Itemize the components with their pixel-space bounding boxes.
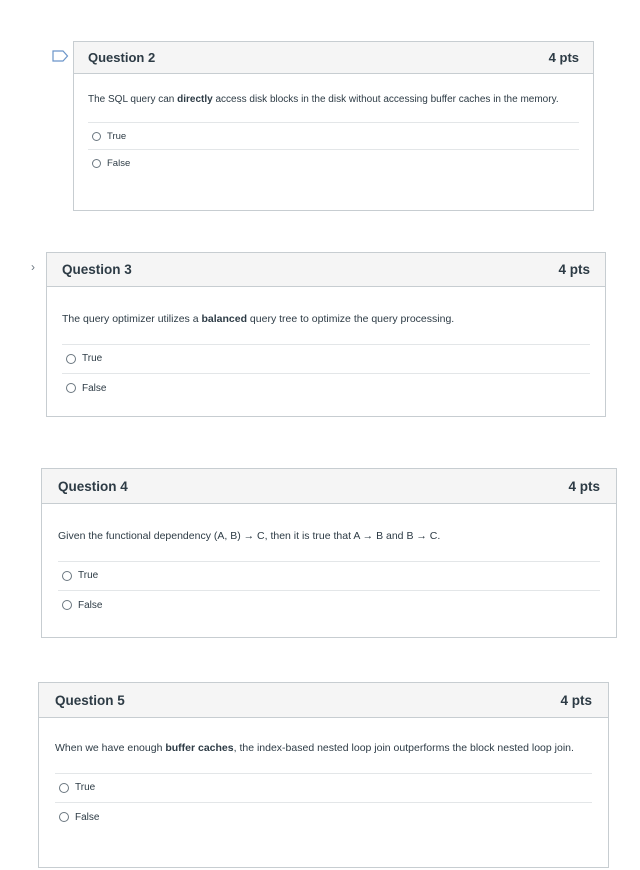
question-header [42,469,616,504]
question-body [74,74,593,177]
answer-list [58,561,600,620]
radio-unchecked-icon[interactable] [66,354,76,364]
answer-list [55,773,592,832]
answer-label[interactable]: True [82,353,103,365]
question-card [46,252,606,417]
question-card [38,682,609,868]
answer-list [88,122,579,177]
question-text-part: , the index-based nested loop join outperforms the block nested loop join. [233,742,574,754]
question-text [55,740,592,757]
question-text-part: When we have enough [55,742,166,754]
answer-option-true[interactable] [58,562,600,591]
answer-option-false[interactable] [62,374,590,403]
answer-option-false[interactable] [58,591,600,620]
question-points: 4 pts [568,478,600,494]
question-title: Question 4 [58,478,128,494]
question-text-part: Given the functional dependency (A, B) → C, then it is true that A → B and B → C. [58,530,441,542]
question-card [41,468,617,638]
radio-unchecked-icon[interactable] [62,600,72,610]
question-text-emphasis: directly [177,94,213,105]
question-text-part: The query optimizer utilizes a [62,313,202,325]
question-text-part: access disk blocks in the disk without accessing buffer caches in the memory. [212,94,559,105]
answer-option-false[interactable] [88,150,579,177]
question-body [47,287,605,403]
answer-label[interactable]: False [82,382,107,394]
radio-unchecked-icon[interactable] [59,783,69,793]
answer-label[interactable]: True [75,782,96,794]
radio-unchecked-icon[interactable] [59,812,69,822]
answer-option-true[interactable] [62,345,590,374]
question-body [42,504,616,620]
question-header [74,42,593,74]
question-points: 4 pts [560,692,592,708]
radio-unchecked-icon[interactable] [62,571,72,581]
radio-unchecked-icon[interactable] [92,159,101,168]
question-text-part: query tree to optimize the query processing. [247,313,455,325]
question-text [88,92,579,108]
question-text [58,528,600,545]
question-body [39,718,608,832]
answer-label[interactable]: True [107,130,127,142]
question-points: 4 pts [548,50,579,65]
question-text-part: The SQL query can [88,94,178,105]
answer-list [62,344,590,403]
answer-label[interactable]: False [107,158,131,169]
question-card [73,41,594,211]
question-points: 4 pts [558,262,590,277]
question-header [47,253,605,287]
answer-label[interactable]: False [78,599,103,611]
radio-unchecked-icon[interactable] [92,132,101,141]
question-title: Question 2 [88,50,156,65]
question-title: Question 5 [55,692,125,708]
question-text-emphasis: balanced [201,313,248,325]
answer-option-true[interactable] [88,123,579,150]
question-text-emphasis: buffer caches [165,742,234,754]
question-header [39,683,608,718]
chevron-right-icon[interactable]: › [31,260,35,274]
radio-unchecked-icon[interactable] [66,383,76,393]
answer-option-false[interactable] [55,803,592,832]
answer-option-true[interactable] [55,774,592,803]
question-text [62,311,590,328]
flag-question-icon[interactable] [52,50,69,62]
answer-label[interactable]: False [75,811,100,823]
answer-label[interactable]: True [78,570,99,582]
question-title: Question 3 [62,262,132,277]
